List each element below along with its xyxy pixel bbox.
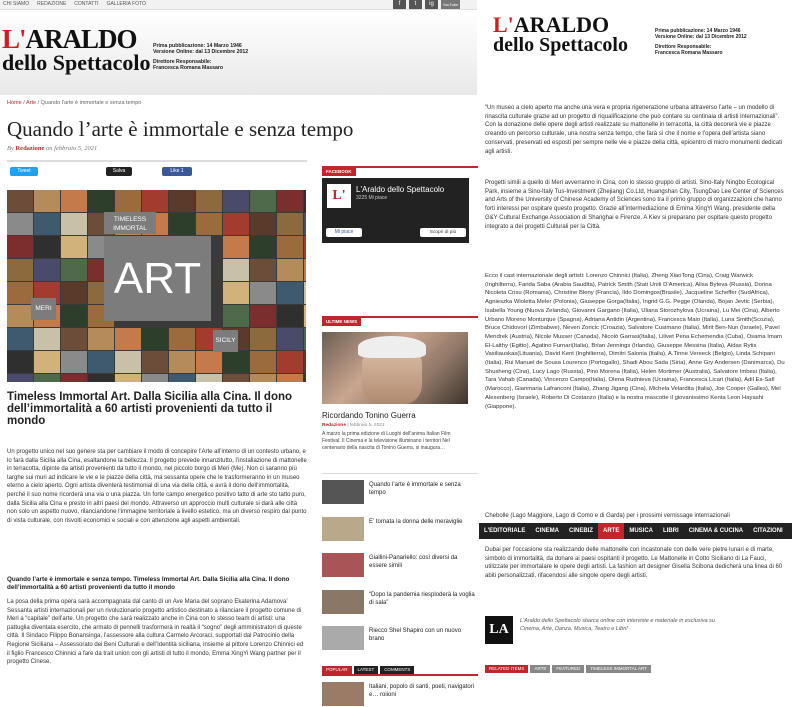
mosaic-tile [88,374,114,382]
mosaic-tile [7,282,33,304]
fb-page-logo: L' [327,184,351,208]
mosaic-tile [88,351,114,373]
mosaic-tile [196,351,222,373]
right-paragraph-4: Chebolle (Lago Maggiore, Lago di Como e di Garda) per i prossimi vernissage internazionali [485,513,730,519]
mosaic-tile [223,374,249,382]
mosaic-tile [277,351,303,373]
mosaic-tile [34,374,60,382]
mosaic-tile [142,190,168,212]
mosaic-tile [250,305,276,327]
mosaic-tile [61,351,87,373]
related-items-label: RELATED ITEMS [485,665,528,673]
tab-popular[interactable]: POPULAR [322,666,352,674]
facebook-icon[interactable]: f [393,0,406,9]
thumbnail [322,682,364,706]
thumbnail [322,517,364,541]
mosaic-tile [277,328,303,350]
article-subheading: Quando l’arte è immortale e senza tempo. Timeless Immortal Art. Dalla Sicilia alla Cina. Il dono dell’immortalità a 60 artisti provenienti da tutto il mondo [7,576,290,591]
latest-news-title: ULTIME NEWS [322,316,478,324]
logo-right-subtitle: dello Spettacolo [493,34,628,56]
logo-subtitle: dello Spettacolo [2,50,151,75]
nav-arte[interactable]: ARTE [598,523,624,539]
breadcrumb: Home / Arte / Quando l'arte è immortale e senza tempo [7,100,142,106]
mosaic-tile [304,236,306,258]
fb-like-count: 3225 Mi piace [356,195,388,201]
featured-photo[interactable] [322,332,468,404]
mosaic-tile [34,351,60,373]
mosaic-tile [277,282,303,304]
mosaic-tile [277,374,303,382]
pinterest-save-button[interactable]: Salva [106,167,132,176]
nav-editoriale[interactable]: L'EDITORIALE [484,528,526,534]
thumbnail [322,590,364,614]
nav-citazioni[interactable]: CITAZIONI [753,528,783,534]
list-item[interactable]: Italiani, popolo di santi, poeti, navigatori e… roiioni [322,682,478,707]
byline: By Redazione on febbraio 5, 2021 [7,145,98,152]
mosaic-tile [250,236,276,258]
mosaic-tile [34,259,60,281]
mosaic-tile [169,328,195,350]
mosaic-tile [196,190,222,212]
article-headline: Timeless Immortal Art. Dalla Sicilia alla Cina. Il dono dell’immortalità a 60 artisti provenienti da tutto il mondo [7,391,293,427]
mosaic-tile [169,213,195,235]
right-paragraph-3: Ecco il cast internazionale degli artisti: Lorenzo Chinnici (Italia), Zheng XiaoTong (Cina), Craig Warwick (Inghilterra), Farida Saba (Arabia Saudita), Patrick Smith (Stati Uniti D’America), Alisa Byteva (Russia), Dorina Nicoleta Crisu (Romania), Christine Bleny (Francia), Ildo Domingos(Brasile), Jacqueline Scheffer (SudAfrica), Agnieszka Wioletta Meler (Polonia), Giuseppe Gorga(Italia), Ingrid G.G. Pegge (Olanda), Bojan Jevtic (Serbia), Isabella Young (Nuova Zelanda), Giovanni Gargano (Italia), Uliana Storozhylova (Ucraina), Lu Mei (Cina), Alberto Urbano Moreno Monturque (Spagna), Adriana Antidin (Argentina), Francesca Maio (Italia), Luna Smith(Scozia), Bruce Chidovori (Zimbabwe), Neven Zoricic (Croazia), Salvatore Cusimano (Italia), Mirit Ben-Nun (Israele), Pavel Mendrek (Austria), Nicole Musser (Canada), Nicolò Garrasi(Italia), Lilivet Pena Echemendia (Cuba), Osama Imam El-Laithy (Egitto), Agatino Furnari(Italia), Brian Jennings (Irlanda), Giuseppe Messina (Italia), Aidas Rytis Vasiliauskas(Lituania), David Kent (Inghilterra), Dimitri Salonia (Italia), A.Tinne Vereeck (Belgio), Linda Schipani (Italia), Rui Manuel de Sousa Lourenco (Portogallo), Shadi Abou Sada (Siria), Anne Gry Andersen (Danimarca), Du Shusheng (Cina), Lucy Lago (Russia), Pino Morena (Italia), Helen Mortimer (Australia), Salvatore Imbesi (Italia), Tara Vahab (Canada), Vincenzo Campo(Italia), Olena Rudnieva (Ucraina), Francesca Licari (Italia), Adil Es-Safi (Marocco), Gianmaria Lafranconi (Italia), Zhang Jigang (Cina), Michela Velardita (Italia), Joe Cooper (Galles), Mel Alexenberg (Israele), Roberto Di Costanzo (Italia) e la nostra mascotte il giovanissimo Kenta Leon Hayashi (Giappone). [485,273,785,410]
mosaic-tile [7,351,33,373]
right-paragraph-1: “Un museo a cielo aperto ma anche una vera e propria rigenerazione urbana attraverso l’arte – un modello di rinascita culturale grazie ad un progetto di riqualificazione che può contare su centinaia di artisti internazionali”. Con la donazione delle opere degli artisti realizzate su mattonelle in terracotta, la città decorerà vie e piazze creando un percorso culturale, una nostra senza tempo, che farà sì che il nome e l’opera dell’artista siano conservati, preservati ed esposti per sempre nelle vie e piazze della città, epicentro di micro monumenti dedicati agli artisti. [485,105,783,155]
main-nav [479,523,792,539]
mosaic-tile [7,190,33,212]
art-label: ART [104,236,211,321]
twitter-icon[interactable]: t [409,0,422,9]
mosaic-tile [61,259,87,281]
mosaic-tile [223,259,249,281]
thumbnail [322,553,364,577]
mosaic-tile [277,259,303,281]
footer-text: L'Araldo dello Spettacolo sbarca online con interviste e materiale in esclusiva su Cinema, Arte, Danza, Musica, Teatro e Libri! [520,618,715,632]
mosaic-tile [250,351,276,373]
mosaic-tile [250,282,276,304]
mosaic-tile [223,213,249,235]
nav-musica[interactable]: MUSICA [629,528,654,534]
nav-cinema[interactable]: CINEMA [535,528,559,534]
logo-right[interactable]: L'ARALDO [493,12,610,37]
mosaic-tile [142,351,168,373]
mosaic-tile [7,236,33,258]
mosaic-tile [304,374,306,382]
mosaic-tile [7,374,33,382]
divider [7,160,307,162]
list-item[interactable]: Quando l’arte è immortale e senza tempo [322,480,478,506]
right-paragraph-5: Dubai per l’occasione sta realizzando delle mattonelle con incastonate con delle vere pietre lunari e di marte, simbolo di immortalità, da donare ai paesi ospitanti il progetto. Le Mattonelle in Cotto Siciliano di La Fauci, utilizzate per immortalare le opere degli artisti. La fashion art designer Gisella Scibona dedicherà una linea di 60 abiti personalizzati, rifacendosi alle singole opere degli artisti. [485,547,783,580]
breadcrumb-home[interactable]: Home [7,100,22,106]
mosaic-tile [61,305,87,327]
mosaic-tile [142,328,168,350]
mosaic-tile [277,190,303,212]
mosaic-tile [115,374,141,382]
facebook-widget[interactable] [322,178,469,243]
mosaic-tile [88,190,114,212]
mosaic-tile [304,305,306,327]
nav-chi-siamo[interactable]: CHI SIAMO [3,1,30,7]
featured-excerpt: A marzo la prima edizione di Luoghi dell'anima Italian Film Festival. Il Cinema e la televisione illuminano i territori Nel centenario della nascita di Tonino Guerra, si inaugura… [322,431,451,451]
mosaic-tile [169,374,195,382]
mosaic-tile [223,190,249,212]
sidebar-tabs [322,666,414,674]
nav-libri[interactable]: LIBRI [663,528,679,534]
mosaic-tile [250,190,276,212]
divider [322,473,478,474]
nav-redazione[interactable]: REDAZIONE [37,1,67,7]
mosaic-tile [7,328,33,350]
share-bar [10,167,192,176]
tag-arte[interactable]: ARTE [530,665,550,673]
mosaic-tile [250,259,276,281]
mosaic-tile [223,282,249,304]
mosaic-tile [223,236,249,258]
mosaic-tile [250,328,276,350]
mosaic-tile [223,351,249,373]
mosaic-tile [34,213,60,235]
mosaic-tile [34,236,60,258]
thumbnail [322,480,364,504]
mosaic-tile [223,305,249,327]
nav-galleria-foto[interactable]: GALLERIA FOTO [106,1,146,7]
fb-page-name[interactable]: L'Araldo dello Spettacolo [356,185,445,194]
author-link[interactable]: Redazione [15,145,45,152]
mosaic-tile [304,328,306,350]
fb-learn-more-button[interactable]: Scopri di più [420,228,466,237]
facebook-section-title: FACEBOOK [322,166,478,174]
mosaic-tile [142,374,168,382]
mosaic-tile [61,328,87,350]
breadcrumb-arte[interactable]: Arte [25,100,37,106]
footer-logo[interactable]: LA [485,616,513,644]
mosaic-tile [61,190,87,212]
mosaic-tile [115,190,141,212]
logo[interactable]: L'ARALDO [2,24,137,54]
featured-title[interactable]: Ricordando Tonino Guerra [322,411,416,420]
social-links [393,0,460,9]
list-item[interactable]: E’ tornata la donna delle meraviglie [322,517,478,543]
mosaic-tile [250,374,276,382]
list-item[interactable]: Giallini-Panariello: così diversi da essere simili [322,553,478,579]
mosaic-tile [196,374,222,382]
mosaic-tile [304,190,306,212]
list-item[interactable]: Riecco Shel Shapiro con un nuovo brano [322,626,478,652]
mosaic-tile [277,236,303,258]
top-bar [0,0,477,10]
mosaic-tile [277,213,303,235]
nav-contatti[interactable]: CONTATTI [74,1,99,7]
related-tags [485,665,651,673]
right-paragraph-2: Progetti simili a quello di Meri avverranno in Cina, con lo stesso gruppo di artisti. Sino-Italy Ningbo Ecological Park, insieme a Sino-Italy Tus-Investment (Zhejiang) Co.Ltd, Huangshan City, TsungDao Lee Center of Sciences and Arts of the University of Chinese Academy of Sciences sono tra il primo gruppo di organizzazioni che hanno forti interessi per ospitare questo progetto. Grazie all’intermediazione di Emma XingYi Wang, presidente della G&Y Cultural Exchange Association di Shanghai e Firenze. A Kiev si preparano per ospitare questo progetto integrato a dei progetti Culturali per la Città. [485,180,784,230]
tab-comments[interactable]: COMMENTS [380,666,414,674]
tabs-underline [322,674,478,676]
breadcrumb-current: Quando l'arte è immortale e senza tempo [40,100,142,106]
mosaic-tile [169,190,195,212]
article-paragraph-2: La posa della prima opera sarà accompagnata dal canto di un Ave Maria del soprano Ekaterina Adamova’ Sessanta artisti internazionali per un rivoluzionario progetto artistico destinato a rilanciare il progetto comune di Meri a “capitale” dell’arte. Un progetto che sarà realizzato anche in Cina con lo stesso team di artisti: una pattuglia diventata esercito, che armato di pennelli trasformerà in realtà il “sogno” degli amministratori di queste città. Il Sindaco Filippo Bonansinga, l’assessore alla cultura Carmelo Arcoraci, supportati dal Patrocinio della Regione Siciliana – Assessorato dei Beni Culturali e dell’Identità siciliana, insieme al pittore Lorenzo Chinnici ed il figlio Francesco Chinnici a fare da trait union con gli artisti di tutto il mondo, Emma XingYi Wang partner per il progetto Cinese. [7,599,304,666]
mosaic-tile [304,282,306,304]
tweet-button[interactable]: Tweet [10,167,38,176]
header-info-right: Prima pubblicazione: 14 Marzo 1946 Versione Online: dal 13 Dicembre 2012 Direttore Responsabile: Francesca Romana Massaro [655,28,747,56]
top-nav [3,1,146,7]
header-info: Prima pubblicazione: 14 Marzo 1946 Versione Online: dal 13 Dicembre 2012 Direttore Responsabile: Francesca Romana Massaro [153,43,249,71]
tab-latest[interactable]: LATEST [354,666,379,674]
nav-cinema-cucina[interactable]: CINEMA & CUCINA [688,528,744,534]
mosaic-tile [7,259,33,281]
tag-featured[interactable]: FEATURED [552,665,584,673]
instagram-icon[interactable]: ig [425,0,438,9]
sicily-label: SICILY [213,330,238,352]
mosaic-tile [250,213,276,235]
list-item[interactable]: “Dopo la pandemia riesploderà la voglia di sala” [322,590,478,616]
youtube-icon[interactable]: YouTube [442,2,459,7]
meri-label: MERI [31,298,56,320]
mosaic-tile [115,351,141,373]
mosaic-tile [7,305,33,327]
mosaic-tile [34,328,60,350]
article-image [7,190,306,382]
facebook-like-button[interactable]: Like 1 [162,167,192,176]
mosaic-tile [61,282,87,304]
article-paragraph-1: Un progetto unico nel suo genere sta per cambiare il modo di concepire l’Arte all’interno di un contesto urbano, e lo farà dalla Sicilia alla Cina, esaltandone la bellezza. Il progetto prevede innanzitutto, l’installazione di mattonelle in terracotta, dipinte da artisti provenienti da tutto il mondo, nel piccolo borgo di Meri (Me). Non ci saranno più targhe sui muri ad indicare le vie e le piazze della città, ma sessanta opere che le trasformeranno in un museo eterno a cielo aperto. Ogni artista diventerà testimonial di una via della città, e avrà il dono dell’immortalità, perché il suo nome ricorderà una via o una piazza. Un forte campo energetico positivo tatto di arte sto tatto puro, dalla Sicilia alla Cina e presto in altri paesi del mondo. Attraverso un approccio multi culturale si darà alle città non solo un aspetto nuovo, rilanciandone l’immagine territoriale a livello estetico, ma un diverso respiro dal punto di vista culturale, con risvolti economici e sociali e con attenzione agli aspetti ambientali. [7,449,307,524]
fb-like-button[interactable]: Mi piace [326,228,362,237]
mosaic-tile [88,328,114,350]
mosaic-tile [196,213,222,235]
mosaic-tile [61,236,87,258]
nav-cinebiz[interactable]: CINEBIZ [569,528,593,534]
mosaic-tile [304,213,306,235]
featured-meta: Redazione | febbraio 5, 2021 [322,423,385,428]
mosaic-tile [169,351,195,373]
mosaic-tile [304,259,306,281]
site-header [0,10,477,95]
mosaic-tile [277,305,303,327]
mosaic-tile [115,328,141,350]
thumbnail [322,626,364,650]
mosaic-tile [34,190,60,212]
mosaic-tile [61,213,87,235]
mosaic-tile [61,374,87,382]
tag-timeless-immortal-art[interactable]: TIMELESS IMMORTAL ART [586,665,651,673]
mosaic-tile [304,351,306,373]
page-title: Quando l’arte è immortale e senza tempo [7,117,354,141]
timeless-label: TIMELESS IMMORTAL [104,212,156,234]
mosaic-tile [7,213,33,235]
